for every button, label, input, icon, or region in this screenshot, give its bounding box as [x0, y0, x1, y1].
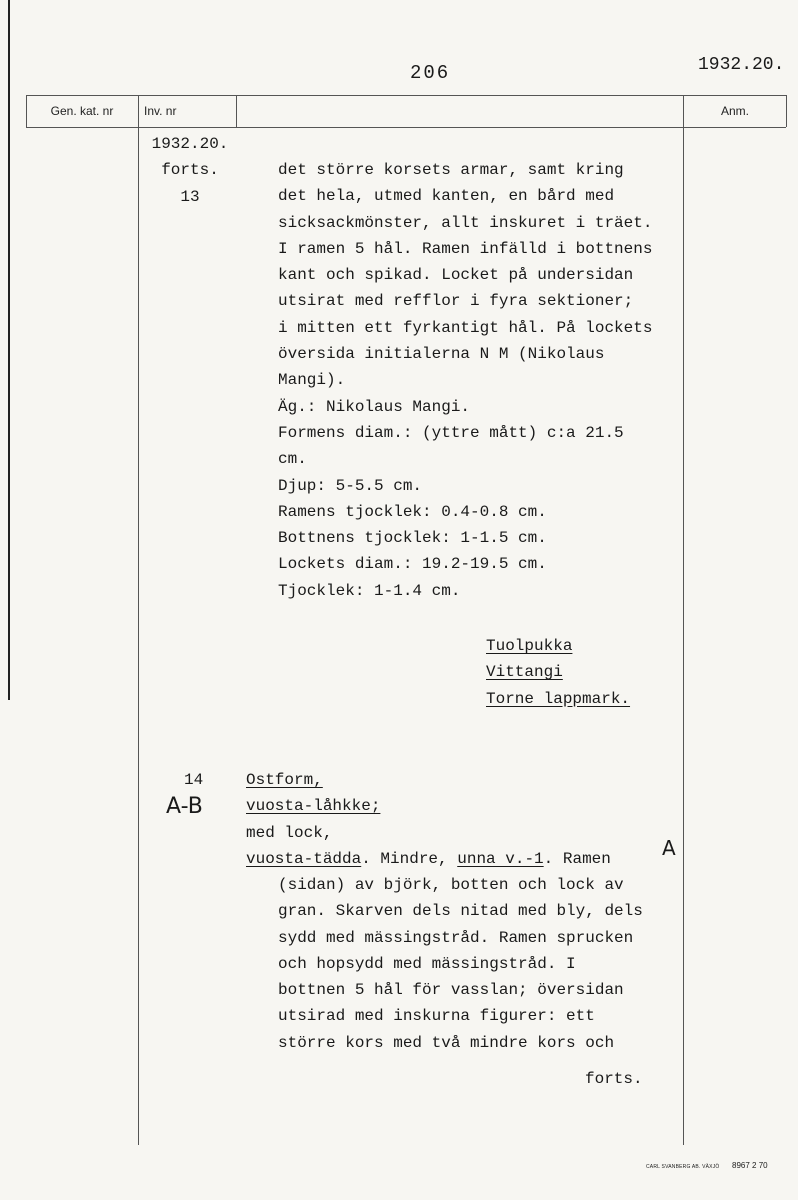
- catalog-number-header: 1932.20.: [698, 55, 785, 75]
- column-right-edge: [786, 95, 787, 127]
- location-line: Tuolpukka: [486, 637, 573, 655]
- title-line: vuosta-låhkke;: [246, 797, 381, 816]
- margin-mark-a: A: [662, 836, 676, 860]
- column-header-gen-kat: Gen. kat. nr: [50, 104, 114, 118]
- print-code: 8967 2 70: [732, 1161, 768, 1170]
- entry-14-continued: forts.: [585, 1070, 643, 1088]
- text-line: I ramen 5 hål. Ramen infälld i bottnens: [278, 239, 653, 258]
- text-line: större kors med två mindre kors och: [278, 1033, 615, 1052]
- text-line: det större korsets armar, samt kring: [278, 161, 624, 179]
- text-line: Mangi).: [278, 371, 346, 390]
- entry-13-location: [486, 633, 630, 712]
- page-left-edge-mark: [8, 0, 10, 700]
- entry-13-inv-number: 1932.20. forts. 13: [151, 135, 229, 206]
- text-line: Formens diam.: (yttre mått) c:a 21.5: [278, 423, 624, 442]
- location-line: Torne lappmark.: [486, 689, 631, 708]
- table-top-rule: [26, 95, 786, 96]
- entry-14-inv-number: 14: [184, 771, 204, 789]
- header-bottom-rule: [26, 127, 786, 128]
- column-header-anm: Anm.: [720, 104, 749, 118]
- text-line: (sidan) av björk, botten och lock av: [278, 876, 624, 894]
- text-line: Bottnens tjocklek: 1-1.5 cm.: [278, 529, 547, 548]
- entry-14-title: [246, 767, 611, 872]
- title-line-4: vuosta-tädda. Mindre, unna v.-1. Ramen: [246, 849, 611, 868]
- text-line: utsirat med refflor i fyra sektioner;: [278, 292, 634, 311]
- text-line: Djup: 5-5.5 cm.: [278, 476, 423, 495]
- column-divider-3: [683, 95, 684, 1145]
- entry-13-description: [278, 157, 652, 604]
- text-line: sydd med mässingstråd. Ramen sprucken: [278, 928, 634, 947]
- column-header-inv: Inv. nr: [144, 104, 177, 118]
- text-line: Ramens tjocklek: 0.4-0.8 cm.: [278, 502, 547, 521]
- text-line: utsirad med inskurna figurer: ett: [278, 1007, 595, 1026]
- text-line: kant och spikad. Locket på undersidan: [278, 266, 634, 285]
- text-line: i mitten ett fyrkantigt hål. På lockets: [278, 318, 653, 337]
- column-divider-1: [138, 95, 139, 1145]
- printer-imprint: CARL SVANBERG AB. VÄXJÖ: [646, 1164, 720, 1170]
- text-line: cm.: [278, 450, 307, 469]
- text-line: Lockets diam.: 19.2-19.5 cm.: [278, 555, 547, 574]
- entry-14-handwritten-ab: A-B: [166, 794, 203, 819]
- page-number: 206: [410, 62, 451, 84]
- title-line: med lock,: [246, 823, 333, 842]
- text-line: och hopsydd med mässingstråd. I: [278, 954, 576, 973]
- text-line: Äg.: Nikolaus Mangi.: [278, 397, 471, 416]
- location-line: Vittangi: [486, 663, 563, 682]
- text-line: Tjocklek: 1-1.4 cm.: [278, 581, 461, 600]
- text-line: gran. Skarven dels nitad med bly, dels: [278, 902, 643, 921]
- text-line: det hela, utmed kanten, en bård med: [278, 187, 615, 206]
- entry-14-description: [278, 872, 643, 1056]
- text-line: bottnen 5 hål för vasslan; översidan: [278, 981, 624, 1000]
- text-line: översida initialerna N M (Nikolaus: [278, 345, 605, 364]
- text-line: sicksackmönster, allt inskuret i träet.: [278, 213, 653, 232]
- title-line: Ostform,: [246, 771, 323, 789]
